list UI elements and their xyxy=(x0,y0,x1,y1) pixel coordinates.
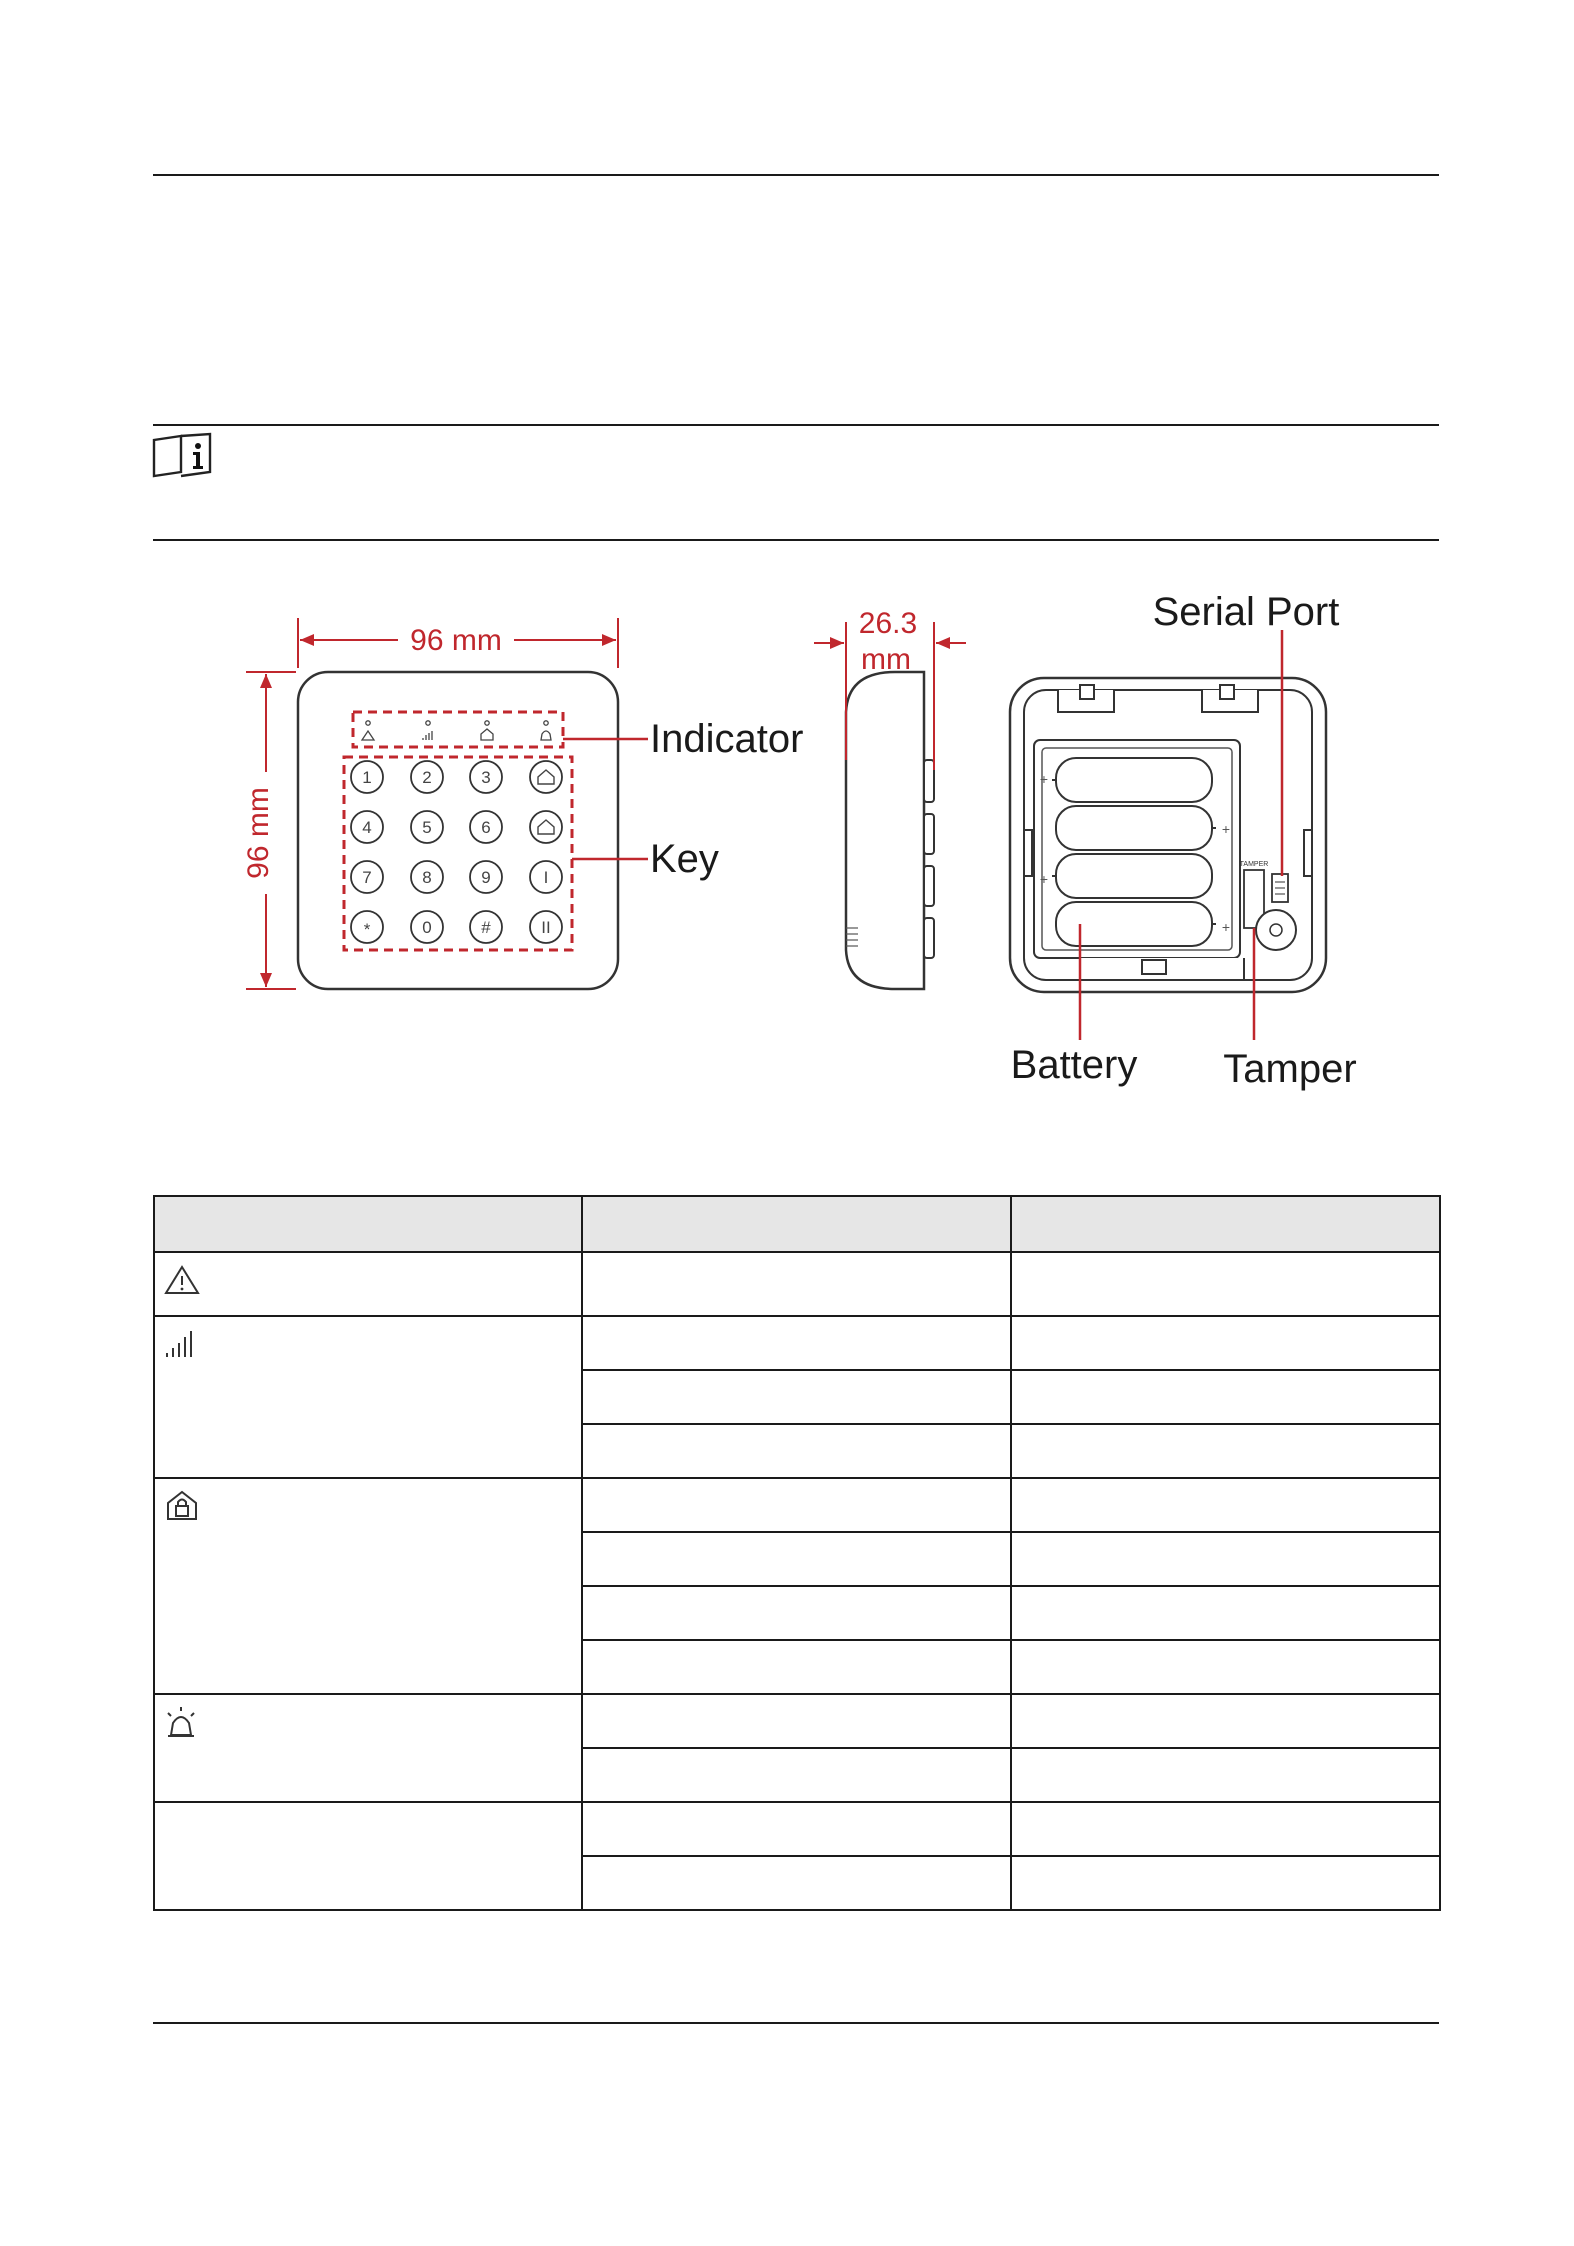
table-cell xyxy=(582,1478,1011,1532)
table-icon-cell xyxy=(154,1694,582,1802)
table-header-cell xyxy=(1011,1196,1440,1252)
battery-callout-label: Battery xyxy=(1010,1043,1138,1087)
table-cell xyxy=(1011,1802,1440,1856)
table-cell xyxy=(1011,1370,1440,1424)
key-label: 1 xyxy=(362,768,372,787)
key-label: I xyxy=(543,868,549,887)
key-label: 4 xyxy=(362,818,372,837)
table-row xyxy=(154,1694,1440,1748)
key-callout-label: Key xyxy=(650,837,719,881)
front-width-label: 96 mm xyxy=(410,624,502,657)
tamper-tag: TAMPER xyxy=(1239,861,1269,868)
side-key-bumps xyxy=(924,760,934,958)
polarity-mark: + xyxy=(1039,871,1049,887)
table-cell xyxy=(1011,1694,1440,1748)
key-label: 8 xyxy=(422,868,432,887)
table-cell xyxy=(582,1370,1011,1424)
side-depth-label: 26.3 xyxy=(858,607,918,640)
table-cell xyxy=(1011,1424,1440,1478)
table-cell xyxy=(1011,1316,1440,1370)
key-label: 6 xyxy=(481,818,491,837)
key-label: * xyxy=(363,920,371,939)
key-label: II xyxy=(541,918,551,937)
polarity-mark: + xyxy=(1221,821,1231,837)
side-depth-unit: mm xyxy=(861,643,911,676)
table-cell xyxy=(582,1424,1011,1478)
tamper-button xyxy=(1256,910,1296,950)
key-label: 9 xyxy=(481,868,491,887)
table-cell xyxy=(582,1802,1011,1856)
keypad-front-body xyxy=(298,672,618,989)
table-cell xyxy=(582,1532,1011,1586)
polarity-mark: + xyxy=(1221,919,1231,935)
table-cell xyxy=(1011,1856,1440,1910)
table-cell xyxy=(154,1802,582,1910)
table-cell xyxy=(1011,1532,1440,1586)
table-header-row xyxy=(154,1196,1440,1252)
device-figure xyxy=(0,0,1574,1120)
footer-rule xyxy=(153,2022,1439,2024)
alarm-siren-icon xyxy=(163,1705,201,1739)
table-icon-cell xyxy=(154,1316,582,1478)
table-cell xyxy=(1011,1478,1440,1532)
table-cell xyxy=(1011,1252,1440,1316)
tamper-callout-label: Tamper xyxy=(1223,1047,1357,1091)
home-lock-icon xyxy=(163,1489,201,1523)
table-row xyxy=(154,1316,1440,1370)
table-icon-cell xyxy=(154,1252,582,1316)
table-cell xyxy=(582,1748,1011,1802)
front-height-label: 96 mm xyxy=(242,787,275,879)
table-header-cell xyxy=(582,1196,1011,1252)
table-cell xyxy=(1011,1586,1440,1640)
key-label: 7 xyxy=(362,868,372,887)
table-cell xyxy=(582,1694,1011,1748)
warning-triangle-icon xyxy=(163,1263,201,1297)
table-cell xyxy=(582,1316,1011,1370)
indicator-table xyxy=(153,1195,1441,1911)
key-label: 2 xyxy=(422,768,432,787)
table-cell xyxy=(582,1586,1011,1640)
table-cell xyxy=(1011,1748,1440,1802)
back-bottom-latch xyxy=(1080,958,1244,980)
polarity-mark: + xyxy=(1039,771,1049,787)
table-icon-cell xyxy=(154,1478,582,1694)
table-cell xyxy=(582,1856,1011,1910)
key-label: # xyxy=(481,918,491,937)
table-cell xyxy=(582,1252,1011,1316)
signal-bars-icon xyxy=(163,1327,201,1361)
table-cell xyxy=(1011,1640,1440,1694)
key-label: 5 xyxy=(422,818,432,837)
indicator-callout-label: Indicator xyxy=(650,717,804,761)
table-cell xyxy=(582,1640,1011,1694)
table-row xyxy=(154,1252,1440,1316)
keypad-side-body xyxy=(846,672,924,989)
table-row xyxy=(154,1478,1440,1532)
table-header-cell xyxy=(154,1196,582,1252)
key-label: 3 xyxy=(481,768,491,787)
key-label: 0 xyxy=(422,918,432,937)
serial-port-callout-label: Serial Port xyxy=(1152,590,1340,634)
table-row xyxy=(154,1802,1440,1856)
